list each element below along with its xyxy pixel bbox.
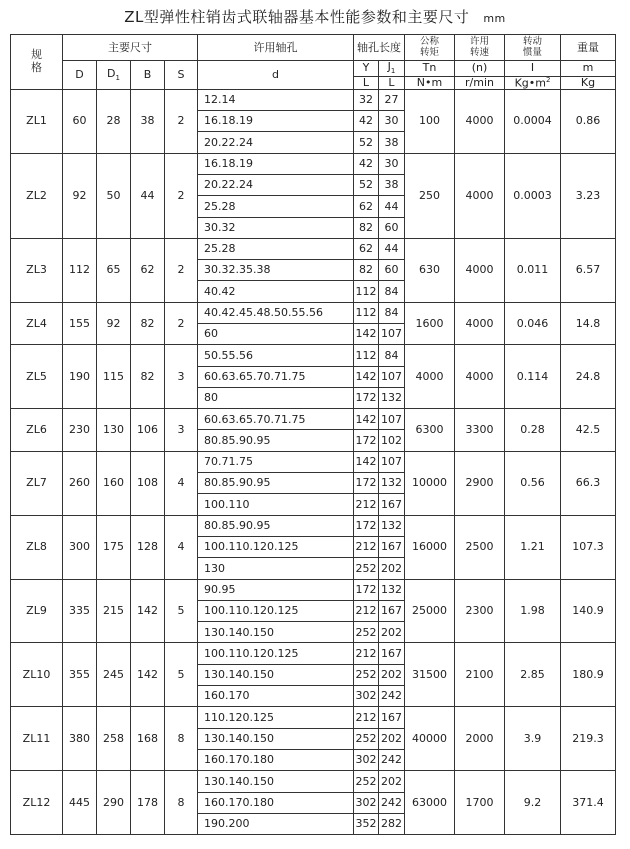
title-text: ZL型弹性柱销齿式联轴器基本性能参数和主要尺寸 bbox=[124, 8, 470, 26]
header-torque-unit: N•m bbox=[405, 76, 455, 89]
bore-J1-cell: 102 bbox=[379, 430, 405, 451]
bore-d-cell: 130.140.150 bbox=[198, 664, 354, 685]
bore-Y-cell: 212 bbox=[354, 707, 379, 728]
weight-cell: 371.4 bbox=[561, 771, 616, 835]
bore-d-cell: 130.140.150 bbox=[198, 728, 354, 749]
bore-d-cell: 160.170.180 bbox=[198, 792, 354, 813]
bore-J1-cell: 38 bbox=[379, 174, 405, 195]
weight-cell: 140.9 bbox=[561, 579, 616, 643]
bore-Y-cell: 252 bbox=[354, 728, 379, 749]
weight-cell: 6.57 bbox=[561, 238, 616, 302]
dim-B-cell: 44 bbox=[131, 153, 165, 238]
model-cell: ZL10 bbox=[11, 643, 63, 707]
table-row bbox=[11, 302, 616, 323]
dim-D1-cell: 65 bbox=[97, 238, 131, 302]
speed-cell: 2100 bbox=[455, 643, 505, 707]
dim-B-cell: 178 bbox=[131, 771, 165, 835]
weight-cell: 107.3 bbox=[561, 515, 616, 579]
bore-J1-cell: 107 bbox=[379, 324, 405, 345]
header-weight-unit: Kg bbox=[561, 76, 616, 89]
torque-cell: 63000 bbox=[405, 771, 455, 835]
weight-cell: 42.5 bbox=[561, 409, 616, 452]
bore-Y-cell: 142 bbox=[354, 366, 379, 387]
model-cell: ZL5 bbox=[11, 345, 63, 409]
bore-d-cell: 60 bbox=[198, 324, 354, 345]
bore-Y-cell: 252 bbox=[354, 558, 379, 579]
dim-D1-cell: 258 bbox=[97, 707, 131, 771]
bore-Y-cell: 42 bbox=[354, 111, 379, 132]
header-J1: $J_1$ bbox=[379, 61, 405, 77]
bore-J1-cell: 60 bbox=[379, 217, 405, 238]
bore-J1-cell: 107 bbox=[379, 451, 405, 472]
bore-Y-cell: 62 bbox=[354, 196, 379, 217]
model-cell: ZL9 bbox=[11, 579, 63, 643]
inertia-cell: 9.2 bbox=[505, 771, 561, 835]
inertia-cell: 0.56 bbox=[505, 451, 561, 515]
table-row bbox=[11, 643, 616, 664]
header-bore: 许用轴孔 bbox=[198, 35, 354, 61]
header-L2: L bbox=[379, 76, 405, 89]
bore-d-cell: 40.42.45.48.50.55.56 bbox=[198, 302, 354, 323]
bore-Y-cell: 302 bbox=[354, 792, 379, 813]
bore-Y-cell: 252 bbox=[354, 664, 379, 685]
dim-S-cell: 5 bbox=[165, 643, 198, 707]
header-inertia-sym: I bbox=[505, 61, 561, 77]
bore-Y-cell: 82 bbox=[354, 217, 379, 238]
header-torque: 公称 转矩 bbox=[405, 35, 455, 61]
bore-Y-cell: 252 bbox=[354, 622, 379, 643]
bore-d-cell: 16.18.19 bbox=[198, 111, 354, 132]
torque-cell: 10000 bbox=[405, 451, 455, 515]
weight-cell: 0.86 bbox=[561, 89, 616, 153]
dim-B-cell: 108 bbox=[131, 451, 165, 515]
dim-B-cell: 82 bbox=[131, 302, 165, 345]
header-model: 规格 bbox=[11, 35, 63, 90]
dim-D-cell: 155 bbox=[63, 302, 97, 345]
table-row bbox=[11, 345, 616, 366]
dim-B-cell: 106 bbox=[131, 409, 165, 452]
bore-d-cell: 130.140.150 bbox=[198, 622, 354, 643]
bore-d-cell: 100.110 bbox=[198, 494, 354, 515]
bore-J1-cell: 132 bbox=[379, 579, 405, 600]
dim-D1-cell: 28 bbox=[97, 89, 131, 153]
bore-J1-cell: 38 bbox=[379, 132, 405, 153]
speed-cell: 2500 bbox=[455, 515, 505, 579]
bore-Y-cell: 252 bbox=[354, 771, 379, 792]
bore-Y-cell: 172 bbox=[354, 515, 379, 536]
inertia-cell: 0.0003 bbox=[505, 153, 561, 238]
dim-D1-cell: 92 bbox=[97, 302, 131, 345]
header-speed: 许用 转速 bbox=[455, 35, 505, 61]
torque-cell: 250 bbox=[405, 153, 455, 238]
bore-Y-cell: 52 bbox=[354, 132, 379, 153]
bore-J1-cell: 132 bbox=[379, 473, 405, 494]
weight-cell: 3.23 bbox=[561, 153, 616, 238]
bore-d-cell: 160.170.180 bbox=[198, 749, 354, 770]
bore-Y-cell: 212 bbox=[354, 494, 379, 515]
bore-Y-cell: 172 bbox=[354, 579, 379, 600]
speed-cell: 4000 bbox=[455, 238, 505, 302]
model-cell: ZL2 bbox=[11, 153, 63, 238]
bore-Y-cell: 112 bbox=[354, 281, 379, 302]
bore-Y-cell: 52 bbox=[354, 174, 379, 195]
bore-Y-cell: 302 bbox=[354, 686, 379, 707]
model-cell: ZL12 bbox=[11, 771, 63, 835]
bore-Y-cell: 212 bbox=[354, 536, 379, 557]
bore-d-cell: 25.28 bbox=[198, 196, 354, 217]
bore-J1-cell: 27 bbox=[379, 89, 405, 110]
dim-S-cell: 2 bbox=[165, 238, 198, 302]
bore-J1-cell: 84 bbox=[379, 281, 405, 302]
bore-Y-cell: 172 bbox=[354, 473, 379, 494]
header-speed-sym: (n) bbox=[455, 61, 505, 77]
speed-cell: 4000 bbox=[455, 345, 505, 409]
inertia-cell: 0.0004 bbox=[505, 89, 561, 153]
table-row bbox=[11, 707, 616, 728]
bore-d-cell: 80 bbox=[198, 387, 354, 408]
torque-cell: 4000 bbox=[405, 345, 455, 409]
dim-S-cell: 3 bbox=[165, 409, 198, 452]
title-unit: mm bbox=[483, 12, 506, 25]
dim-S-cell: 2 bbox=[165, 89, 198, 153]
bore-J1-cell: 202 bbox=[379, 622, 405, 643]
bore-J1-cell: 132 bbox=[379, 387, 405, 408]
table-row bbox=[11, 579, 616, 600]
table-header bbox=[11, 35, 616, 90]
dim-D1-cell: 175 bbox=[97, 515, 131, 579]
bore-J1-cell: 202 bbox=[379, 771, 405, 792]
bore-J1-cell: 167 bbox=[379, 643, 405, 664]
bore-d-cell: 60.63.65.70.71.75 bbox=[198, 409, 354, 430]
inertia-cell: 1.98 bbox=[505, 579, 561, 643]
bore-Y-cell: 112 bbox=[354, 345, 379, 366]
bore-J1-cell: 242 bbox=[379, 749, 405, 770]
bore-d-cell: 100.110.120.125 bbox=[198, 536, 354, 557]
bore-d-cell: 80.85.90.95 bbox=[198, 473, 354, 494]
speed-cell: 1700 bbox=[455, 771, 505, 835]
bore-d-cell: 60.63.65.70.71.75 bbox=[198, 366, 354, 387]
bore-Y-cell: 142 bbox=[354, 409, 379, 430]
bore-Y-cell: 142 bbox=[354, 324, 379, 345]
bore-Y-cell: 172 bbox=[354, 387, 379, 408]
bore-d-cell: 50.55.56 bbox=[198, 345, 354, 366]
dim-D-cell: 60 bbox=[63, 89, 97, 153]
dim-D1-cell: 160 bbox=[97, 451, 131, 515]
dim-S-cell: 3 bbox=[165, 345, 198, 409]
bore-d-cell: 30.32.35.38 bbox=[198, 260, 354, 281]
bore-J1-cell: 167 bbox=[379, 494, 405, 515]
speed-cell: 2300 bbox=[455, 579, 505, 643]
dim-D-cell: 112 bbox=[63, 238, 97, 302]
bore-d-cell: 100.110.120.125 bbox=[198, 643, 354, 664]
dim-D-cell: 300 bbox=[63, 515, 97, 579]
bore-J1-cell: 107 bbox=[379, 366, 405, 387]
inertia-cell: 3.9 bbox=[505, 707, 561, 771]
table-body bbox=[11, 89, 616, 834]
bore-J1-cell: 242 bbox=[379, 686, 405, 707]
bore-J1-cell: 202 bbox=[379, 664, 405, 685]
weight-cell: 219.3 bbox=[561, 707, 616, 771]
bore-Y-cell: 212 bbox=[354, 643, 379, 664]
weight-cell: 180.9 bbox=[561, 643, 616, 707]
torque-cell: 31500 bbox=[405, 643, 455, 707]
bore-d-cell: 70.71.75 bbox=[198, 451, 354, 472]
table-row bbox=[11, 89, 616, 110]
speed-cell: 4000 bbox=[455, 302, 505, 345]
title-bar bbox=[0, 0, 630, 34]
bore-d-cell: 16.18.19 bbox=[198, 153, 354, 174]
bore-J1-cell: 30 bbox=[379, 111, 405, 132]
dim-B-cell: 142 bbox=[131, 579, 165, 643]
bore-Y-cell: 172 bbox=[354, 430, 379, 451]
bore-Y-cell: 62 bbox=[354, 238, 379, 259]
dim-D-cell: 445 bbox=[63, 771, 97, 835]
torque-cell: 16000 bbox=[405, 515, 455, 579]
torque-cell: 1600 bbox=[405, 302, 455, 345]
bore-J1-cell: 202 bbox=[379, 558, 405, 579]
dim-B-cell: 62 bbox=[131, 238, 165, 302]
bore-Y-cell: 112 bbox=[354, 302, 379, 323]
bore-d-cell: 90.95 bbox=[198, 579, 354, 600]
header-B: B bbox=[131, 61, 165, 90]
inertia-cell: 1.21 bbox=[505, 515, 561, 579]
bore-d-cell: 160.170 bbox=[198, 686, 354, 707]
table-row bbox=[11, 153, 616, 174]
table-row bbox=[11, 771, 616, 792]
weight-cell: 24.8 bbox=[561, 345, 616, 409]
inertia-cell: 0.011 bbox=[505, 238, 561, 302]
bore-Y-cell: 42 bbox=[354, 153, 379, 174]
bore-J1-cell: 84 bbox=[379, 345, 405, 366]
model-cell: ZL3 bbox=[11, 238, 63, 302]
bore-J1-cell: 44 bbox=[379, 196, 405, 217]
weight-cell: 66.3 bbox=[561, 451, 616, 515]
table-row bbox=[11, 409, 616, 430]
table-row bbox=[11, 238, 616, 259]
dim-D1-cell: 115 bbox=[97, 345, 131, 409]
dim-S-cell: 8 bbox=[165, 771, 198, 835]
dim-S-cell: 2 bbox=[165, 153, 198, 238]
bore-Y-cell: 352 bbox=[354, 813, 379, 834]
header-speed-unit: r/min bbox=[455, 76, 505, 89]
table-row bbox=[11, 451, 616, 472]
speed-cell: 4000 bbox=[455, 153, 505, 238]
header-weight: 重量 bbox=[561, 35, 616, 61]
dim-B-cell: 82 bbox=[131, 345, 165, 409]
dim-D-cell: 230 bbox=[63, 409, 97, 452]
bore-J1-cell: 30 bbox=[379, 153, 405, 174]
header-D1: $D_1$ bbox=[97, 61, 131, 90]
dim-D-cell: 380 bbox=[63, 707, 97, 771]
model-cell: ZL8 bbox=[11, 515, 63, 579]
bore-d-cell: 40.42 bbox=[198, 281, 354, 302]
dim-D1-cell: 130 bbox=[97, 409, 131, 452]
bore-d-cell: 80.85.90.95 bbox=[198, 515, 354, 536]
bore-d-cell: 190.200 bbox=[198, 813, 354, 834]
dim-D1-cell: 50 bbox=[97, 153, 131, 238]
bore-J1-cell: 107 bbox=[379, 409, 405, 430]
speed-cell: 2000 bbox=[455, 707, 505, 771]
inertia-cell: 2.85 bbox=[505, 643, 561, 707]
header-torque-sym: Tn bbox=[405, 61, 455, 77]
dim-D-cell: 355 bbox=[63, 643, 97, 707]
dim-B-cell: 168 bbox=[131, 707, 165, 771]
bore-J1-cell: 282 bbox=[379, 813, 405, 834]
torque-cell: 40000 bbox=[405, 707, 455, 771]
dim-D1-cell: 245 bbox=[97, 643, 131, 707]
bore-d-cell: 25.28 bbox=[198, 238, 354, 259]
table-row bbox=[11, 515, 616, 536]
bore-d-cell: 12.14 bbox=[198, 89, 354, 110]
speed-cell: 4000 bbox=[455, 89, 505, 153]
bore-J1-cell: 60 bbox=[379, 260, 405, 281]
inertia-cell: 0.28 bbox=[505, 409, 561, 452]
dim-B-cell: 128 bbox=[131, 515, 165, 579]
page-title bbox=[0, 6, 630, 27]
bore-d-cell: 30.32 bbox=[198, 217, 354, 238]
header-S: S bbox=[165, 61, 198, 90]
bore-J1-cell: 44 bbox=[379, 238, 405, 259]
dim-B-cell: 142 bbox=[131, 643, 165, 707]
spec-table bbox=[10, 34, 616, 835]
bore-J1-cell: 202 bbox=[379, 728, 405, 749]
weight-cell: 14.8 bbox=[561, 302, 616, 345]
bore-J1-cell: 167 bbox=[379, 600, 405, 621]
dim-S-cell: 2 bbox=[165, 302, 198, 345]
dim-S-cell: 4 bbox=[165, 515, 198, 579]
bore-Y-cell: 212 bbox=[354, 600, 379, 621]
bore-d-cell: 100.110.120.125 bbox=[198, 600, 354, 621]
torque-cell: 25000 bbox=[405, 579, 455, 643]
model-cell: ZL1 bbox=[11, 89, 63, 153]
dim-D1-cell: 290 bbox=[97, 771, 131, 835]
dim-B-cell: 38 bbox=[131, 89, 165, 153]
bore-J1-cell: 167 bbox=[379, 536, 405, 557]
model-cell: ZL7 bbox=[11, 451, 63, 515]
bore-d-cell: 20.22.24 bbox=[198, 132, 354, 153]
header-main-dims: 主要尺寸 bbox=[63, 35, 198, 61]
model-cell: ZL6 bbox=[11, 409, 63, 452]
dim-S-cell: 5 bbox=[165, 579, 198, 643]
dim-D1-cell: 215 bbox=[97, 579, 131, 643]
torque-cell: 630 bbox=[405, 238, 455, 302]
bore-d-cell: 20.22.24 bbox=[198, 174, 354, 195]
bore-J1-cell: 242 bbox=[379, 792, 405, 813]
inertia-cell: 0.114 bbox=[505, 345, 561, 409]
dim-S-cell: 8 bbox=[165, 707, 198, 771]
speed-cell: 2900 bbox=[455, 451, 505, 515]
header-D: D bbox=[63, 61, 97, 90]
header-inertia-unit: $Kg•m^2$ bbox=[505, 76, 561, 89]
header-bore-len: 轴孔长度 bbox=[354, 35, 405, 61]
bore-J1-cell: 167 bbox=[379, 707, 405, 728]
dim-D-cell: 335 bbox=[63, 579, 97, 643]
header-weight-sym: m bbox=[561, 61, 616, 77]
model-cell: ZL11 bbox=[11, 707, 63, 771]
header-Y: Y bbox=[354, 61, 379, 77]
dim-D-cell: 92 bbox=[63, 153, 97, 238]
bore-Y-cell: 32 bbox=[354, 89, 379, 110]
bore-Y-cell: 82 bbox=[354, 260, 379, 281]
model-cell: ZL4 bbox=[11, 302, 63, 345]
speed-cell: 3300 bbox=[455, 409, 505, 452]
dim-D-cell: 260 bbox=[63, 451, 97, 515]
bore-Y-cell: 142 bbox=[354, 451, 379, 472]
inertia-cell: 0.046 bbox=[505, 302, 561, 345]
bore-d-cell: 110.120.125 bbox=[198, 707, 354, 728]
torque-cell: 100 bbox=[405, 89, 455, 153]
header-inertia: 转动 惯量 bbox=[505, 35, 561, 61]
bore-d-cell: 80.85.90.95 bbox=[198, 430, 354, 451]
bore-J1-cell: 84 bbox=[379, 302, 405, 323]
dim-D-cell: 190 bbox=[63, 345, 97, 409]
dim-S-cell: 4 bbox=[165, 451, 198, 515]
header-L1: L bbox=[354, 76, 379, 89]
bore-J1-cell: 132 bbox=[379, 515, 405, 536]
torque-cell: 6300 bbox=[405, 409, 455, 452]
bore-Y-cell: 302 bbox=[354, 749, 379, 770]
bore-d-cell: 130 bbox=[198, 558, 354, 579]
header-d: d bbox=[198, 61, 354, 90]
bore-d-cell: 130.140.150 bbox=[198, 771, 354, 792]
